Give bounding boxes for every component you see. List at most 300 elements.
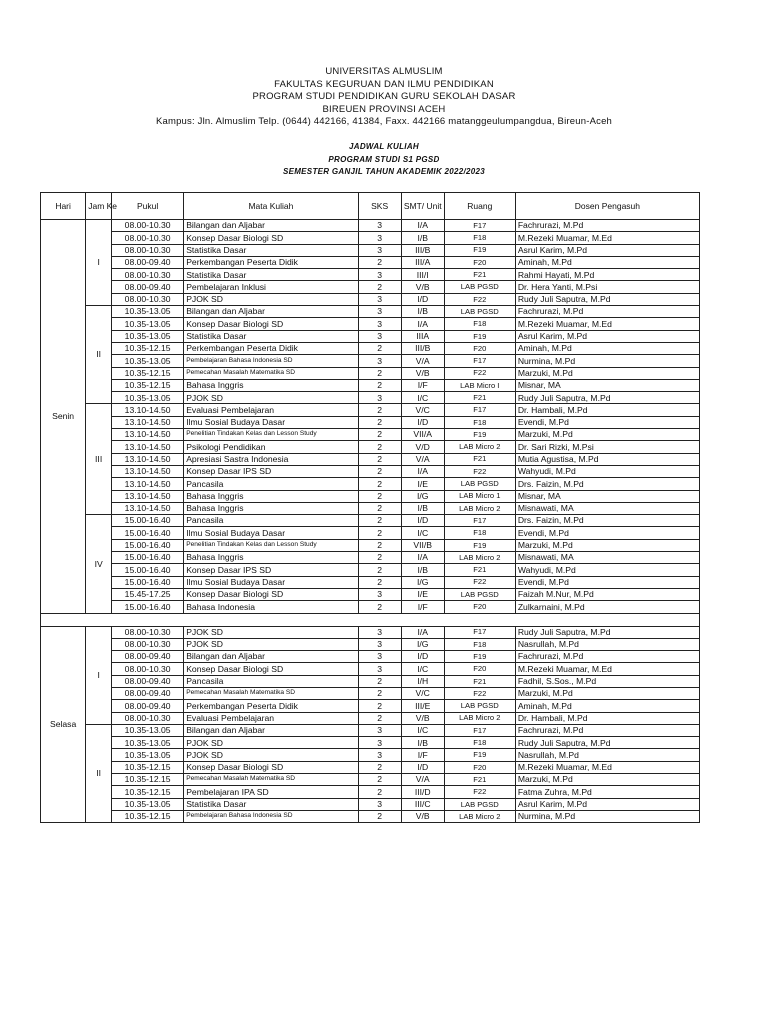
table-row [41,342,700,354]
dosen-cell: Asrul Karim, M.Pd [515,798,699,810]
smt-cell: V/A [401,355,444,367]
mata-kuliah-cell: Konsep Dasar Biologi SD [184,663,358,675]
dosen-cell: Rudy Juli Saputra, M.Pd [515,392,699,404]
ruang-cell: F17 [444,220,515,232]
dosen-cell: Misnar, MA [515,490,699,502]
sks-cell: 3 [358,663,401,675]
table-row [41,502,700,514]
smt-cell: I/C [401,663,444,675]
pukul-cell: 10.35-13.05 [112,798,184,810]
ruang-cell: F18 [444,737,515,749]
pukul-cell: 08.00-10.30 [112,663,184,675]
pukul-cell: 15.00-16.40 [112,539,184,551]
mata-kuliah-cell: Evaluasi Pembelajaran [184,712,358,724]
smt-cell: V/B [401,810,444,822]
smt-cell: I/E [401,588,444,600]
schedule-table [40,192,700,823]
table-row [41,601,700,613]
mata-kuliah-cell: Perkembangan Peserta Didik [184,256,358,268]
schedule-title [0,141,768,179]
dosen-cell: Zulkarnaini, M.Pd [515,601,699,613]
location: BIREUEN PROVINSI ACEH [322,103,446,115]
ruang-cell: F21 [444,453,515,465]
table-row [41,515,700,527]
table-row [41,256,700,268]
ruang-cell: F20 [444,342,515,354]
pukul-cell: 10.35-12.15 [112,810,184,822]
ruang-cell: LAB Micro 1 [444,490,515,502]
pukul-cell: 08.00-09.40 [112,256,184,268]
table-row [41,416,700,428]
dosen-cell: Rahmi Hayati, M.Pd [515,269,699,281]
pukul-cell: 10.35-13.05 [112,392,184,404]
sks-cell: 2 [358,429,401,441]
pukul-cell: 13.10-14.50 [112,429,184,441]
ruang-cell: F18 [444,527,515,539]
mata-kuliah-cell: Ilmu Sosial Budaya Dasar [184,527,358,539]
ruang-cell: F19 [444,651,515,663]
mata-kuliah-cell: PJOK SD [184,638,358,650]
dosen-cell: Fatma Zuhra, M.Pd [515,786,699,798]
sks-cell: 2 [358,564,401,576]
pukul-cell: 15.00-16.40 [112,515,184,527]
mata-kuliah-cell: Konsep Dasar Biologi SD [184,761,358,773]
ruang-cell: F20 [444,256,515,268]
smt-cell: I/C [401,392,444,404]
dosen-cell: Wahyudi, M.Pd [515,564,699,576]
col-dosen: Dosen Pengasuh [515,193,699,220]
ruang-cell: F19 [444,749,515,761]
sks-cell: 2 [358,465,401,477]
table-row [41,404,700,416]
pukul-cell: 08.00-10.30 [112,638,184,650]
sks-cell: 2 [358,281,401,293]
session-cell: I [86,220,112,306]
dosen-cell: Rudy Juli Saputra, M.Pd [515,737,699,749]
table-row [41,588,700,600]
ruang-cell: LAB PGSD [444,700,515,712]
smt-cell: III/B [401,244,444,256]
pukul-cell: 10.35-12.15 [112,379,184,391]
sks-cell: 2 [358,712,401,724]
pukul-cell: 13.10-14.50 [112,453,184,465]
table-row [41,774,700,786]
mata-kuliah-cell: Perkembangan Peserta Didik [184,700,358,712]
ruang-cell: LAB Micro 2 [444,552,515,564]
pukul-cell: 08.00-10.30 [112,269,184,281]
dosen-cell: Dr. Hambali, M.Pd [515,712,699,724]
pukul-cell: 10.35-13.05 [112,749,184,761]
table-row [41,355,700,367]
institution-header [0,66,768,129]
pukul-cell: 10.35-12.15 [112,774,184,786]
mata-kuliah-cell: Bilangan dan Aljabar [184,651,358,663]
dosen-cell: Dr. Hera Yanti, M.Psi [515,281,699,293]
pukul-cell: 13.10-14.50 [112,416,184,428]
dosen-cell: Rudy Juli Saputra, M.Pd [515,293,699,305]
ruang-cell: LAB Micro 2 [444,810,515,822]
sks-cell: 3 [358,392,401,404]
sks-cell: 2 [358,687,401,699]
mata-kuliah-cell: Pembelajaran Inklusi [184,281,358,293]
title-line-1: JADWAL KULIAH [349,142,419,151]
smt-cell: I/B [401,564,444,576]
sks-cell: 3 [358,330,401,342]
pukul-cell: 08.00-10.30 [112,712,184,724]
table-row [41,663,700,675]
col-sks: SKS [358,193,401,220]
table-row [41,220,700,232]
smt-cell: I/G [401,490,444,502]
ruang-cell: F17 [444,724,515,736]
dosen-cell: Nurmina, M.Pd [515,810,699,822]
sks-cell: 2 [358,441,401,453]
dosen-cell: Nurmina, M.Pd [515,355,699,367]
mata-kuliah-cell: Bahasa Inggris [184,379,358,391]
dosen-cell: Aminah, M.Pd [515,342,699,354]
mata-kuliah-cell: Penelitian Tindakan Kelas dan Lesson Study [184,429,358,441]
dosen-cell: Drs. Faizin, M.Pd [515,515,699,527]
pukul-cell: 13.10-14.50 [112,502,184,514]
dosen-cell: Rudy Juli Saputra, M.Pd [515,626,699,638]
pukul-cell: 08.00-09.40 [112,700,184,712]
dosen-cell: Marzuki, M.Pd [515,539,699,551]
session-cell: III [86,404,112,515]
table-row [41,737,700,749]
mata-kuliah-cell: Bilangan dan Aljabar [184,724,358,736]
sks-cell: 2 [358,700,401,712]
dosen-cell: Evendi, M.Pd [515,527,699,539]
table-row [41,576,700,588]
sks-cell: 2 [358,515,401,527]
sks-cell: 3 [358,244,401,256]
sks-cell: 2 [358,379,401,391]
mata-kuliah-cell: Pemecahan Masalah Matematika SD [184,687,358,699]
ruang-cell: F18 [444,638,515,650]
sks-cell: 3 [358,269,401,281]
dosen-cell: Aminah, M.Pd [515,700,699,712]
program-name: PROGRAM STUDI PENDIDIKAN GURU SEKOLAH DASAR [252,91,516,102]
col-pukul: Pukul [112,193,184,220]
col-ruang: Ruang [444,193,515,220]
sks-cell: 2 [358,490,401,502]
mata-kuliah-cell: Pancasila [184,675,358,687]
table-row [41,700,700,712]
mata-kuliah-cell: Konsep Dasar IPS SD [184,465,358,477]
sks-cell: 3 [358,626,401,638]
ruang-cell: F19 [444,244,515,256]
pukul-cell: 13.10-14.50 [112,441,184,453]
mata-kuliah-cell: Konsep Dasar IPS SD [184,564,358,576]
col-smt: SMT/ Unit [401,193,444,220]
ruang-cell: LAB Micro 2 [444,502,515,514]
mata-kuliah-cell: PJOK SD [184,737,358,749]
sks-cell: 2 [358,416,401,428]
table-row [41,244,700,256]
mata-kuliah-cell: Konsep Dasar Biologi SD [184,232,358,244]
col-hari: Hari [41,193,86,220]
table-row [41,539,700,551]
header-row [41,193,700,220]
sks-cell: 2 [358,453,401,465]
smt-cell: I/D [401,761,444,773]
pukul-cell: 08.00-09.40 [112,687,184,699]
sks-cell: 2 [358,601,401,613]
table-row [41,651,700,663]
sks-cell: 3 [358,651,401,663]
mata-kuliah-cell: Konsep Dasar Biologi SD [184,318,358,330]
table-row [41,712,700,724]
table-row [41,675,700,687]
ruang-cell: F19 [444,330,515,342]
mata-kuliah-cell: Bilangan dan Aljabar [184,306,358,318]
ruang-cell: F21 [444,564,515,576]
pukul-cell: 10.35-12.15 [112,761,184,773]
ruang-cell: F18 [444,232,515,244]
smt-cell: I/F [401,379,444,391]
sks-cell: 3 [358,638,401,650]
pukul-cell: 08.00-10.30 [112,220,184,232]
mata-kuliah-cell: Statistika Dasar [184,330,358,342]
pukul-cell: 10.35-13.05 [112,306,184,318]
ruang-cell: F22 [444,293,515,305]
sks-cell: 2 [358,367,401,379]
dosen-cell: Fachrurazi, M.Pd [515,724,699,736]
mata-kuliah-cell: Statistika Dasar [184,244,358,256]
ruang-cell: LAB PGSD [444,798,515,810]
ruang-cell: LAB Micro I [444,379,515,391]
sks-cell: 2 [358,810,401,822]
col-mata-kuliah: Mata Kuliah [184,193,358,220]
ruang-cell: F21 [444,392,515,404]
pukul-cell: 15.00-16.40 [112,552,184,564]
dosen-cell: Dr. Sari Rizki, M.Psi [515,441,699,453]
table-row [41,626,700,638]
ruang-cell: LAB PGSD [444,588,515,600]
smt-cell: I/G [401,638,444,650]
col-jam: Jam Ke [86,193,112,220]
university-name: UNIVERSITAS ALMUSLIM [325,66,443,77]
pukul-cell: 10.35-13.05 [112,724,184,736]
smt-cell: I/B [401,306,444,318]
mata-kuliah-cell: Perkembangan Peserta Didik [184,342,358,354]
sks-cell: 2 [358,539,401,551]
sks-cell: 2 [358,478,401,490]
ruang-cell: F20 [444,663,515,675]
dosen-cell: Misnar, MA [515,379,699,391]
ruang-cell: F17 [444,404,515,416]
smt-cell: I/D [401,293,444,305]
pukul-cell: 10.35-12.15 [112,342,184,354]
sks-cell: 2 [358,256,401,268]
pukul-cell: 10.35-13.05 [112,737,184,749]
pukul-cell: 10.35-12.15 [112,786,184,798]
mata-kuliah-cell: Konsep Dasar Biologi SD [184,588,358,600]
pukul-cell: 13.10-14.50 [112,404,184,416]
pukul-cell: 08.00-09.40 [112,651,184,663]
sks-cell: 3 [358,737,401,749]
mata-kuliah-cell: Ilmu Sosial Budaya Dasar [184,416,358,428]
dosen-cell: Asrul Karim, M.Pd [515,244,699,256]
pukul-cell: 13.10-14.50 [112,490,184,502]
mata-kuliah-cell: Evaluasi Pembelajaran [184,404,358,416]
sks-cell: 3 [358,232,401,244]
smt-cell: V/C [401,404,444,416]
smt-cell: III/I [401,269,444,281]
smt-cell: I/D [401,515,444,527]
smt-cell: I/A [401,626,444,638]
pukul-cell: 08.00-10.30 [112,232,184,244]
ruang-cell: LAB Micro 2 [444,441,515,453]
table-row [41,232,700,244]
table-row [41,490,700,502]
sks-cell: 3 [358,318,401,330]
table-row [41,564,700,576]
dosen-cell: Evendi, M.Pd [515,576,699,588]
table-row [41,552,700,564]
mata-kuliah-cell: PJOK SD [184,293,358,305]
dosen-cell: Fadhil, S.Sos., M.Pd [515,675,699,687]
smt-cell: V/B [401,712,444,724]
smt-cell: V/A [401,453,444,465]
dosen-cell: Drs. Faizin, M.Pd [515,478,699,490]
dosen-cell: Wahyudi, M.Pd [515,465,699,477]
smt-cell: I/F [401,749,444,761]
ruang-cell: F17 [444,626,515,638]
table-row [41,786,700,798]
sks-cell: 3 [358,749,401,761]
smt-cell: I/C [401,527,444,539]
table-row [41,638,700,650]
dosen-cell: Aminah, M.Pd [515,256,699,268]
table-row [41,318,700,330]
dosen-cell: Marzuki, M.Pd [515,774,699,786]
sks-cell: 3 [358,355,401,367]
session-cell: I [86,626,112,724]
mata-kuliah-cell: Bahasa Inggris [184,502,358,514]
ruang-cell: F17 [444,515,515,527]
table-row [41,810,700,822]
title-line-2: PROGRAM STUDI S1 PGSD [328,154,440,164]
smt-cell: I/D [401,651,444,663]
mata-kuliah-cell: Statistika Dasar [184,269,358,281]
dosen-cell: M.Rezeki Muamar, M.Ed [515,232,699,244]
pukul-cell: 08.00-10.30 [112,293,184,305]
smt-cell: VII/A [401,429,444,441]
pukul-cell: 10.35-12.15 [112,367,184,379]
pukul-cell: 15.45-17.25 [112,588,184,600]
title-line-3: SEMESTER GANJIL TAHUN AKADEMIK 2022/2023 [282,167,486,176]
table-row [41,330,700,342]
ruang-cell: LAB PGSD [444,281,515,293]
table-row [41,687,700,699]
smt-cell: I/A [401,318,444,330]
smt-cell: III/D [401,786,444,798]
ruang-cell: F21 [444,269,515,281]
day-cell: Selasa [41,626,86,823]
ruang-cell: F22 [444,786,515,798]
ruang-cell: F20 [444,601,515,613]
table-row [41,465,700,477]
mata-kuliah-cell: Pembelajaran IPA SD [184,786,358,798]
sks-cell: 2 [358,552,401,564]
ruang-cell: F21 [444,675,515,687]
sks-cell: 2 [358,404,401,416]
smt-cell: III/C [401,798,444,810]
dosen-cell: Fachrurazi, M.Pd [515,651,699,663]
pukul-cell: 15.00-16.40 [112,527,184,539]
mata-kuliah-cell: Apresiasi Sastra Indonesia [184,453,358,465]
ruang-cell: F22 [444,687,515,699]
sks-cell: 3 [358,798,401,810]
day-separator [41,613,700,626]
table-row [41,527,700,539]
sks-cell: 3 [358,293,401,305]
mata-kuliah-cell: PJOK SD [184,749,358,761]
pukul-cell: 08.00-10.30 [112,626,184,638]
mata-kuliah-cell: Statistika Dasar [184,798,358,810]
smt-cell: I/A [401,552,444,564]
pukul-cell: 15.00-16.40 [112,564,184,576]
smt-cell: III/A [401,256,444,268]
table-row [41,441,700,453]
pukul-cell: 08.00-09.40 [112,675,184,687]
pukul-cell: 13.10-14.50 [112,465,184,477]
pukul-cell: 08.00-09.40 [112,281,184,293]
session-cell: II [86,306,112,404]
mata-kuliah-cell: Bilangan dan Aljabar [184,220,358,232]
ruang-cell: F19 [444,429,515,441]
dosen-cell: M.Rezeki Muamar, M.Ed [515,761,699,773]
table-row [41,798,700,810]
sks-cell: 2 [358,761,401,773]
smt-cell: V/D [401,441,444,453]
pukul-cell: 15.00-16.40 [112,601,184,613]
smt-cell: I/C [401,724,444,736]
dosen-cell: Fachrurazi, M.Pd [515,220,699,232]
dosen-cell: Evendi, M.Pd [515,416,699,428]
smt-cell: V/B [401,281,444,293]
sks-cell: 3 [358,588,401,600]
mata-kuliah-cell: Pembelajaran Bahasa Indonesia SD [184,355,358,367]
table-row [41,392,700,404]
ruang-cell: F19 [444,539,515,551]
sks-cell: 3 [358,724,401,736]
table-row [41,367,700,379]
mata-kuliah-cell: PJOK SD [184,392,358,404]
ruang-cell: F22 [444,367,515,379]
day-cell: Senin [41,220,86,614]
sks-cell: 2 [358,774,401,786]
dosen-cell: Marzuki, M.Pd [515,429,699,441]
mata-kuliah-cell: Psikologi Pendidikan [184,441,358,453]
ruang-cell: LAB PGSD [444,478,515,490]
dosen-cell: Fachrurazi, M.Pd [515,306,699,318]
smt-cell: I/D [401,416,444,428]
ruang-cell: F22 [444,576,515,588]
pukul-cell: 08.00-10.30 [112,244,184,256]
smt-cell: I/A [401,220,444,232]
mata-kuliah-cell: Pembelajaran Bahasa Indonesia SD [184,810,358,822]
mata-kuliah-cell: Pemecahan Masalah Matematika SD [184,774,358,786]
table-row [41,293,700,305]
pukul-cell: 13.10-14.50 [112,478,184,490]
ruang-cell: F17 [444,355,515,367]
smt-cell: III/B [401,342,444,354]
sks-cell: 2 [358,342,401,354]
ruang-cell: F20 [444,761,515,773]
dosen-cell: Faizah M.Nur, M.Pd [515,588,699,600]
